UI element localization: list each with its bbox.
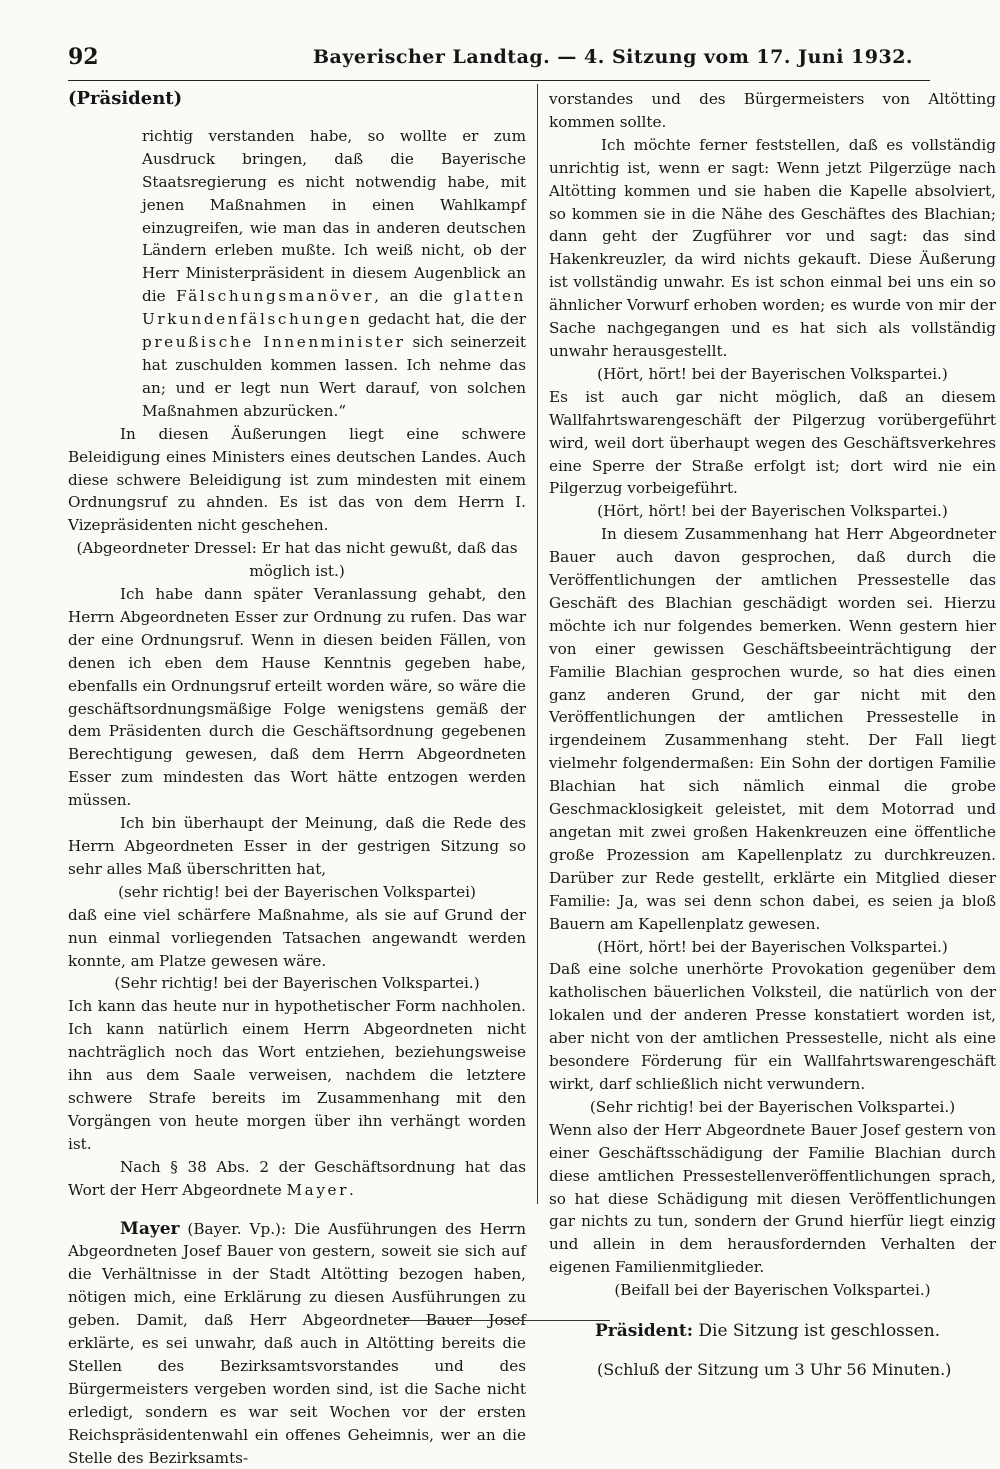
column-divider <box>537 84 538 1204</box>
emphasis-text: preußische Innenminister <box>142 333 406 351</box>
interjection: (Hört, hört! bei der Bayerischen Volkspartei.) <box>549 363 996 386</box>
quote-text: sich seinerzeit hat zuschulden kommen lassen. Ich nehme das an; und er legt nun Wert darauf, von solchen Maßnahmen abzurücken.“ <box>142 333 526 420</box>
speaker-party: (Bayer. Vp.): <box>179 1220 294 1238</box>
quote-text: , an die <box>374 287 453 305</box>
speech-text: Die Sitzung ist geschlossen. <box>693 1321 940 1341</box>
interjection: (sehr richtig! bei der Bayerischen Volkspartei) <box>68 881 526 904</box>
quote-text: richtig verstanden habe, so wollte er zum Ausdruck bringen, daß die Bayerische Staatsregierung es nicht notwendig habe, mit jenen Maßnahmen in einen Wahlkampf einzugreifen, wie man das in anderen deutschen Ländern erleben mußte. Ich weiß nicht, ob der Herr Ministerpräsident in diesem Augenblick an die <box>142 127 526 305</box>
end-rule <box>396 1320 610 1321</box>
emphasis-text: glatten Urkundenfälschungen <box>142 287 526 328</box>
paragraph: In diesen Äußerungen liegt eine schwere Beleidigung eines Ministers eines deutschen Landes. Auch diese schwere Beleidigung ist zum mindesten mit einem Ordnungsruf zu ahnden. Es ist das von dem Herrn I. Vizepräsidenten nicht geschehen. <box>68 423 526 538</box>
page-header <box>68 44 1000 74</box>
closing-note: (Schluß der Sitzung um 3 Uhr 56 Minuten.) <box>549 1359 996 1382</box>
speaker-continued: (Präsident) <box>68 88 526 111</box>
interjection: (Sehr richtig! bei der Bayerischen Volkspartei.) <box>549 1096 996 1119</box>
speaker-name: Mayer <box>120 1219 179 1239</box>
speech-paragraph <box>68 1218 526 1469</box>
spacer <box>68 1202 526 1218</box>
paragraph: Ich bin überhaupt der Meinung, daß die Rede des Herrn Abgeordneten Esser in der gestrigen Sitzung so sehr alles Maß überschritten hat, <box>68 812 526 881</box>
right-column <box>549 88 996 1382</box>
paragraph: daß eine viel schärfere Maßnahme, als sie auf Grund der nun einmal vorliegenden Tatsachen angewandt werden konnte, am Platze gewesen wäre. <box>68 904 526 973</box>
paragraph: Ich habe dann später Veranlassung gehabt, den Herrn Abgeordneten Esser zur Ordnung zu rufen. Das war der eine Ordnungsruf. Wenn in diesen beiden Fällen, von denen ich eben dem Hause Kenntnis gegeben habe, ebenfalls ein Ordnungsruf erteilt worden wäre, so wäre die geschäftsordnungsmäßige Folge wenigstens gemäß der dem Präsidenten durch die Geschäftsordnung gegebenen Berechtigung gewesen, daß dem Herrn Abgeordneten Esser zum mindesten das Wort hätte entzogen werden müssen. <box>68 583 526 812</box>
header-rule <box>68 80 930 81</box>
president-statement <box>549 1320 996 1343</box>
left-column <box>68 88 526 1469</box>
speech-text: Die Ausführungen des Herrn Abgeordneten Josef Bauer von gestern, soweit sie sich auf die Verhältnisse in der Stadt Altötting bezogen haben, nötigen mich, eine Erklärung zu diesen Ausführungen zu geben. Damit, daß Herr Abgeordneter Bauer Josef erklärte, es sei unwahr, daß auch in Altötting bereits die Stellen des Bezirksamtsvorstandes und des Bürgermeisters vergeben worden sind, ist die Sache nicht erledigt, sondern es war seit Wochen vor der ersten Reichspräsidentenwahl ein offenes Geheimnis, wer an die Stelle des Bezirksamts- <box>68 1220 526 1467</box>
paragraph: Daß eine solche unerhörte Provokation gegenüber dem katholischen bäuerlichen Volksteil, die natürlich von der lokalen und der anderen Presse konstatiert worden ist, aber nicht von der amtlichen Pressestelle, nicht als eine besondere Förderung für ein Wallfahrtswarengeschäft wirkt, darf schließlich nicht verwundern. <box>549 958 996 1095</box>
paragraph: Es ist auch gar nicht möglich, daß an diesem Wallfahrtswarengeschäft der Pilgerzug vorübergeführt wird, weil dort überhaupt wegen des Geschäftsverkehres eine Sperre der Straße erfolgt ist; dort wird nie ein Pilgerzug vorbeigeführt. <box>549 386 996 501</box>
interjection: (Hört, hört! bei der Bayerischen Volkspartei.) <box>549 500 996 523</box>
paragraph: In diesem Zusammenhang hat Herr Abgeordneter Bauer auch davon gesprochen, daß durch die Veröffentlichungen der amtlichen Pressestelle das Geschäft des Blachian geschädigt worden sei. Hierzu möchte ich nur folgendes bemerken. Wenn gestern hier von einer gewissen Geschäftsbeeinträchtigung der Familie Blachian gesprochen wurde, so hat dies einen ganz anderen Grund, der gar nicht mit den Veröffentlichungen der amtlichen Pressestelle in irgendeinem Zusammenhang steht. Der Fall liegt vielmehr folgendermaßen: Ein Sohn der dortigen Familie Blachian hat sich nämlich einmal die grobe Geschmacklosigkeit geleistet, mit dem Motorrad und angetan mit zwei großen Hakenkreuzen eine öffentliche große Prozession am Kapellenplatz zu durchkreuzen. Darüber zur Rede gestellt, erklärte ein Mitglied dieser Familie: Ja, was sei denn schon dabei, es seien ja bloß Bauern am Kapellenplatz gewesen. <box>549 523 996 935</box>
page-number: 92 <box>68 44 99 70</box>
interjection: (Sehr richtig! bei der Bayerischen Volkspartei.) <box>68 972 526 995</box>
speaker-name-spaced: Mayer <box>287 1181 349 1199</box>
paragraph: Ich möchte ferner feststellen, daß es vollständig unrichtig ist, wenn er sagt: Wenn jetzt Pilgerzüge nach Altötting kommen und sie haben die Kapelle absolviert, so kommen sie in die Nähe des Geschäftes des Blachian; dann geht der Zugführer vor und sagt: das sind Hakenkreuzler, da wird nichts gekauft. Diese Äußerung ist vollständig unwahr. Es ist schon einmal bei uns ein so ähnlicher Vorwurf erhoben worden; es wurde von mir der Sache nachgegangen und es hat sich als vollständig unwahr herausgestellt. <box>549 134 996 363</box>
interjection: (Abgeordneter Dressel: Er hat das nicht gewußt, daß das möglich ist.) <box>68 537 526 583</box>
quoted-statement <box>68 125 526 423</box>
running-head: Bayerischer Landtag. — 4. Sitzung vom 17. Juni 1932. <box>313 46 913 68</box>
interjection: (Hört, hört! bei der Bayerischen Volkspartei.) <box>549 936 996 959</box>
spacer <box>549 1302 996 1320</box>
emphasis-text: Fälschungsmanöver <box>176 287 374 305</box>
paragraph: Ich kann das heute nur in hypothetischer Form nachholen. Ich kann natürlich einem Herrn Abgeordneten nicht nachträglich noch das Wort entziehen, beziehungsweise ihn aus dem Saale verweisen, nachdem die letztere schwere Strafe bereits im Zusammenhang mit den Vorgängen von heute morgen über ihn verhängt worden ist. <box>68 995 526 1155</box>
paragraph-text: . <box>349 1181 354 1199</box>
paragraph: Wenn also der Herr Abgeordnete Bauer Josef gestern von einer Geschäftsschädigung der Familie Blachian durch diese amtlichen Pressestellenveröffentlichungen sprach, so hat diese Schädigung mit diesen Veröffentlichungen gar nichts zu tun, sondern der Grund hierfür liegt einzig und allein in dem herausfordernden Verhalten der eigenen Familienmitglieder. <box>549 1119 996 1279</box>
interjection: (Beifall bei der Bayerischen Volkspartei.) <box>549 1279 996 1302</box>
spacer <box>549 1343 996 1359</box>
paragraph-text: Nach § 38 Abs. 2 der Geschäftsordnung hat das Wort der Herr Abgeordnete <box>68 1158 526 1199</box>
paragraph <box>68 1156 526 1202</box>
speaker-name: Präsident: <box>595 1321 693 1341</box>
quote-text: gedacht hat, die der <box>362 310 526 328</box>
paragraph: vorstandes und des Bürgermeisters von Altötting kommen sollte. <box>549 88 996 134</box>
